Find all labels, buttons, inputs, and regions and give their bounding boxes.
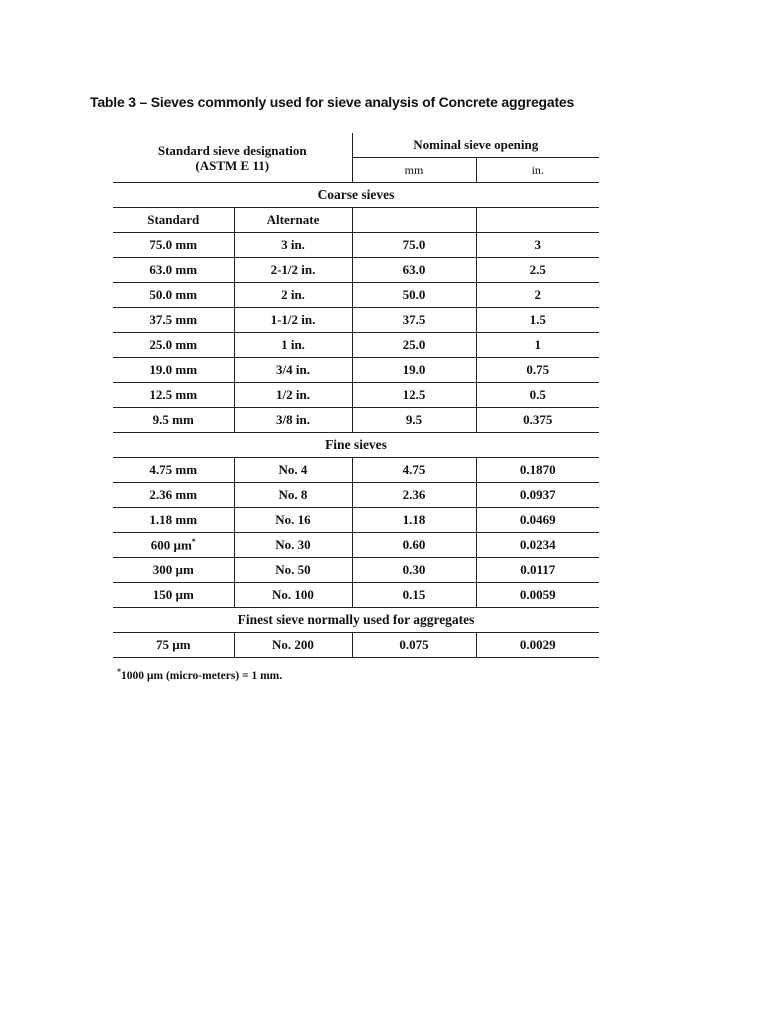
cell-in: 1.5	[476, 308, 599, 333]
cell-alternate: No. 200	[234, 633, 352, 658]
col-standard: Standard	[113, 208, 234, 233]
table-row	[113, 358, 599, 383]
table-row	[113, 533, 599, 558]
cell-alternate: No. 30	[234, 533, 352, 558]
cell-mm: 1.18	[352, 508, 476, 533]
section-coarse-sieves: Coarse sieves	[113, 183, 599, 208]
cell-in: 2	[476, 283, 599, 308]
cell-alternate: No. 8	[234, 483, 352, 508]
cell-standard: 300 µm	[113, 558, 234, 583]
cell-mm: 19.0	[352, 358, 476, 383]
cell-in: 2.5	[476, 258, 599, 283]
cell-alternate: 3 in.	[234, 233, 352, 258]
cell-standard: 75 µm	[113, 633, 234, 658]
cell-in: 0.0937	[476, 483, 599, 508]
cell-alternate: 1-1/2 in.	[234, 308, 352, 333]
header-designation-line1: Standard sieve designation	[157, 142, 307, 158]
cell-in: 0.0029	[476, 633, 599, 658]
header-designation-line2: (ASTM E 11)	[195, 157, 270, 173]
table-title: Table 3 – Sieves commonly used for sieve analysis of Concrete aggregates	[90, 94, 575, 110]
cell-alternate: 3/8 in.	[234, 408, 352, 433]
cell-standard: 37.5 mm	[113, 308, 234, 333]
cell-mm: 0.075	[352, 633, 476, 658]
cell-mm: 12.5	[352, 383, 476, 408]
cell-in: 0.0059	[476, 583, 599, 608]
section-finest-sieve: Finest sieve normally used for aggregates	[113, 608, 599, 633]
cell-mm: 0.15	[352, 583, 476, 608]
footnote	[117, 667, 282, 682]
col-in-blank	[476, 208, 599, 233]
cell-standard: 75.0 mm	[113, 233, 234, 258]
table-row	[113, 458, 599, 483]
cell-standard: 150 µm	[113, 583, 234, 608]
cell-mm: 2.36	[352, 483, 476, 508]
table-row	[113, 258, 599, 283]
header-designation	[113, 133, 352, 183]
table-row	[113, 583, 599, 608]
table-row	[113, 408, 599, 433]
cell-alternate: No. 16	[234, 508, 352, 533]
table-row	[113, 508, 599, 533]
cell-mm: 4.75	[352, 458, 476, 483]
cell-alternate: 1/2 in.	[234, 383, 352, 408]
header-mm: mm	[352, 158, 476, 183]
footnote-mark: *	[117, 667, 121, 676]
cell-alternate: 1 in.	[234, 333, 352, 358]
cell-mm: 63.0	[352, 258, 476, 283]
header-in: in.	[476, 158, 599, 183]
table-row	[113, 558, 599, 583]
col-mm-blank	[352, 208, 476, 233]
cell-in: 0.1870	[476, 458, 599, 483]
section-fine-sieves: Fine sieves	[113, 433, 599, 458]
header-nominal: Nominal sieve opening	[352, 133, 599, 158]
table-row	[113, 383, 599, 408]
fine-rows	[113, 458, 599, 608]
cell-standard: 12.5 mm	[113, 383, 234, 408]
footnote-ref-mark: *	[191, 536, 196, 546]
table-row	[113, 308, 599, 333]
cell-in: 0.375	[476, 408, 599, 433]
cell-mm: 0.30	[352, 558, 476, 583]
cell-standard: 19.0 mm	[113, 358, 234, 383]
cell-mm: 0.60	[352, 533, 476, 558]
cell-standard: 9.5 mm	[113, 408, 234, 433]
cell-alternate: 2 in.	[234, 283, 352, 308]
cell-mm: 50.0	[352, 283, 476, 308]
cell-standard: 63.0 mm	[113, 258, 234, 283]
cell-in: 0.0234	[476, 533, 599, 558]
col-alternate: Alternate	[234, 208, 352, 233]
cell-mm: 75.0	[352, 233, 476, 258]
cell-in: 0.0469	[476, 508, 599, 533]
cell-in: 0.75	[476, 358, 599, 383]
table-row	[113, 333, 599, 358]
cell-standard: 600 µm*	[113, 533, 234, 558]
cell-alternate: 3/4 in.	[234, 358, 352, 383]
cell-standard: 1.18 mm	[113, 508, 234, 533]
cell-in: 0.5	[476, 383, 599, 408]
cell-mm: 9.5	[352, 408, 476, 433]
cell-standard: 50.0 mm	[113, 283, 234, 308]
cell-mm: 37.5	[352, 308, 476, 333]
cell-mm: 25.0	[352, 333, 476, 358]
cell-alternate: No. 50	[234, 558, 352, 583]
cell-alternate: 2-1/2 in.	[234, 258, 352, 283]
cell-standard: 4.75 mm	[113, 458, 234, 483]
cell-alternate: No. 4	[234, 458, 352, 483]
cell-standard: 2.36 mm	[113, 483, 234, 508]
table-row	[113, 233, 599, 258]
cell-in: 3	[476, 233, 599, 258]
cell-alternate: No. 100	[234, 583, 352, 608]
table-row	[113, 483, 599, 508]
sieve-table	[113, 133, 599, 658]
coarse-rows	[113, 233, 599, 433]
cell-in: 1	[476, 333, 599, 358]
cell-in: 0.0117	[476, 558, 599, 583]
table-row	[113, 283, 599, 308]
footnote-text: 1000 µm (micro-meters) = 1 mm.	[121, 669, 283, 682]
cell-standard: 25.0 mm	[113, 333, 234, 358]
